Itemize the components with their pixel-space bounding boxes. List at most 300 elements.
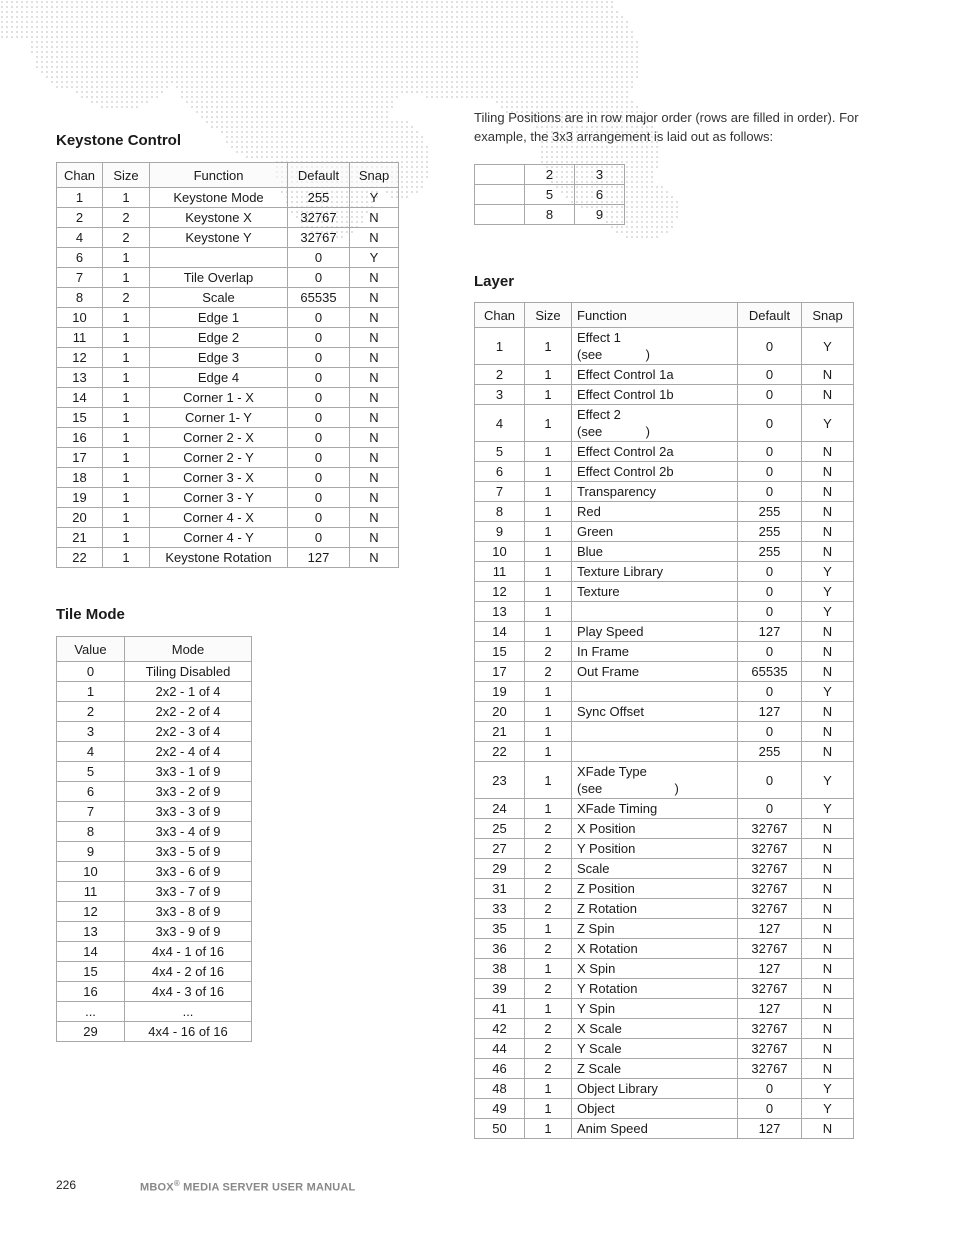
- table-cell: Effect Control 1a: [572, 365, 738, 385]
- table-cell: [475, 165, 525, 185]
- table-cell: 0: [288, 268, 350, 288]
- column-header: Size: [103, 163, 150, 188]
- table-row: [57, 682, 252, 702]
- table-cell: 1: [103, 508, 150, 528]
- table-row: [57, 228, 399, 248]
- table-cell: Scale: [572, 859, 738, 879]
- table-row: [475, 522, 854, 542]
- table-cell: 32767: [738, 899, 802, 919]
- table-row: [475, 979, 854, 999]
- table-cell: 4: [57, 228, 103, 248]
- table-cell: 39: [475, 979, 525, 999]
- table-cell: 4: [57, 742, 125, 762]
- table-cell: 20: [57, 508, 103, 528]
- layer-title: Layer: [474, 273, 515, 290]
- table-cell: 1: [525, 542, 572, 562]
- table-cell: N: [802, 502, 854, 522]
- table-cell: N: [350, 208, 399, 228]
- column-header: Default: [288, 163, 350, 188]
- table-cell: N: [350, 488, 399, 508]
- table-row: [475, 442, 854, 462]
- table-row: [475, 562, 854, 582]
- table-cell: Corner 4 - Y: [150, 528, 288, 548]
- table-cell: N: [350, 328, 399, 348]
- table-cell: N: [350, 548, 399, 568]
- table-cell: 1: [525, 999, 572, 1019]
- table-cell: Z Position: [572, 879, 738, 899]
- table-cell: Edge 3: [150, 348, 288, 368]
- table-cell: [475, 185, 525, 205]
- table-cell: 20: [475, 702, 525, 722]
- table-cell: 1: [525, 562, 572, 582]
- table-cell: N: [802, 939, 854, 959]
- table-cell: 1: [525, 622, 572, 642]
- table-cell: 3x3 - 1 of 9: [125, 762, 252, 782]
- tiling-positions-text: Tiling Positions are in row major order (rows are filled in order). For example, the 3x3 arrangement is laid out as follows:: [474, 110, 859, 144]
- table-cell: 1: [525, 1079, 572, 1099]
- table-row: [475, 859, 854, 879]
- table-cell: Keystone Mode: [150, 188, 288, 208]
- table-cell: 5: [57, 762, 125, 782]
- table-row: [475, 939, 854, 959]
- table-cell: 36: [475, 939, 525, 959]
- table-cell: 2x2 - 3 of 4: [125, 722, 252, 742]
- table-cell: 1: [103, 548, 150, 568]
- table-cell: 1: [475, 328, 525, 365]
- table-cell: 2x2 - 4 of 4: [125, 742, 252, 762]
- table-row: [57, 922, 252, 942]
- table-cell: Corner 2 - Y: [150, 448, 288, 468]
- table-cell: 255: [738, 542, 802, 562]
- table-row: [475, 502, 854, 522]
- table-cell: 32767: [738, 859, 802, 879]
- table-header-row: [57, 163, 399, 188]
- table-row: [475, 799, 854, 819]
- table-cell: N: [802, 879, 854, 899]
- table-row: [57, 328, 399, 348]
- table-cell: 1: [525, 482, 572, 502]
- table-cell: 1: [525, 1119, 572, 1139]
- table-cell: 3x3 - 5 of 9: [125, 842, 252, 862]
- table-row: [57, 862, 252, 882]
- table-cell: 1: [525, 799, 572, 819]
- table-cell: 32767: [288, 228, 350, 248]
- table-cell: Effect 2 (see ): [572, 405, 738, 442]
- table-cell: 4x4 - 3 of 16: [125, 982, 252, 1002]
- table-cell: N: [802, 542, 854, 562]
- table-cell: N: [802, 979, 854, 999]
- table-cell: Texture: [572, 582, 738, 602]
- table-cell: 33: [475, 899, 525, 919]
- table-cell: 44: [475, 1039, 525, 1059]
- table-cell: 255: [738, 522, 802, 542]
- table-cell: Y: [802, 799, 854, 819]
- table-cell: 255: [288, 188, 350, 208]
- manual-title-rest: MEDIA SERVER USER MANUAL: [179, 1181, 356, 1194]
- table-cell: 1: [525, 742, 572, 762]
- table-cell: Corner 3 - Y: [150, 488, 288, 508]
- table-cell: N: [802, 442, 854, 462]
- table-cell: 32767: [738, 1039, 802, 1059]
- table-cell: 2: [525, 819, 572, 839]
- table-cell: N: [802, 1039, 854, 1059]
- table-row: [475, 999, 854, 1019]
- table-row: [475, 762, 854, 799]
- table-cell: 1: [525, 385, 572, 405]
- table-cell: N: [802, 999, 854, 1019]
- table-cell: 32767: [738, 819, 802, 839]
- table-row: [57, 368, 399, 388]
- table-cell: Corner 3 - X: [150, 468, 288, 488]
- table-cell: Y: [350, 248, 399, 268]
- table-cell: 3: [575, 165, 625, 185]
- table-cell: 8: [57, 822, 125, 842]
- table-row: [475, 682, 854, 702]
- table-cell: Y: [802, 602, 854, 622]
- table-cell: 0: [288, 348, 350, 368]
- table-cell: 2: [525, 899, 572, 919]
- table-cell: Corner 2 - X: [150, 428, 288, 448]
- table-row: [475, 542, 854, 562]
- table-cell: 1: [57, 682, 125, 702]
- table-cell: 10: [57, 862, 125, 882]
- table-header-row: [57, 637, 252, 662]
- table-row: [57, 842, 252, 862]
- table-cell: 21: [475, 722, 525, 742]
- table-row: [57, 802, 252, 822]
- table-cell: 0: [57, 662, 125, 682]
- table-cell: 127: [738, 959, 802, 979]
- table-row: [475, 722, 854, 742]
- table-cell: 4: [475, 405, 525, 442]
- table-row: [475, 482, 854, 502]
- table-row: [475, 662, 854, 682]
- table-cell: 2: [525, 979, 572, 999]
- table-row: [57, 528, 399, 548]
- table-cell: 2: [525, 839, 572, 859]
- table-cell: 0: [738, 482, 802, 502]
- keystone-control-title: Keystone Control: [56, 132, 182, 149]
- page-number: 226: [56, 1178, 77, 1192]
- table-cell: 13: [57, 368, 103, 388]
- table-cell: 23: [475, 762, 525, 799]
- table-cell: Effect Control 2a: [572, 442, 738, 462]
- table-cell: N: [350, 268, 399, 288]
- table-cell: X Spin: [572, 959, 738, 979]
- table-cell: Y Scale: [572, 1039, 738, 1059]
- table-cell: Edge 2: [150, 328, 288, 348]
- table-cell: 0: [288, 468, 350, 488]
- table-cell: N: [350, 408, 399, 428]
- table-row: [57, 702, 252, 722]
- table-cell: 1: [525, 682, 572, 702]
- table-row: [57, 448, 399, 468]
- table-row: [57, 508, 399, 528]
- table-cell: 19: [475, 682, 525, 702]
- table-row: [475, 582, 854, 602]
- table-cell: Anim Speed: [572, 1119, 738, 1139]
- table-cell: Transparency: [572, 482, 738, 502]
- table-cell: 1: [525, 502, 572, 522]
- table-row: [57, 208, 399, 228]
- table-cell: 0: [738, 365, 802, 385]
- table-row: [475, 385, 854, 405]
- layer-table: [474, 302, 854, 1139]
- table-cell: 1: [103, 448, 150, 468]
- table-cell: 1: [525, 722, 572, 742]
- table-cell: 3x3 - 6 of 9: [125, 862, 252, 882]
- table-cell: 8: [525, 205, 575, 225]
- column-header: Value: [57, 637, 125, 662]
- table-cell: 0: [288, 328, 350, 348]
- table-cell: 0: [288, 408, 350, 428]
- table-cell: Keystone Rotation: [150, 548, 288, 568]
- table-cell: N: [802, 662, 854, 682]
- table-row: [475, 328, 854, 365]
- keystone-control-table: [56, 162, 399, 568]
- table-cell: 9: [475, 522, 525, 542]
- table-row: [57, 468, 399, 488]
- table-cell: 13: [475, 602, 525, 622]
- table-cell: 0: [738, 1079, 802, 1099]
- table-cell: 32767: [738, 879, 802, 899]
- table-cell: 3x3 - 3 of 9: [125, 802, 252, 822]
- table-cell: [572, 722, 738, 742]
- table-row: [475, 462, 854, 482]
- table-cell: [150, 248, 288, 268]
- table-cell: 17: [57, 448, 103, 468]
- table-cell: Tiling Disabled: [125, 662, 252, 682]
- table-cell: Y: [802, 562, 854, 582]
- table-row: [57, 308, 399, 328]
- table-cell: 0: [288, 488, 350, 508]
- table-cell: N: [350, 308, 399, 328]
- table-cell: 22: [57, 548, 103, 568]
- table-cell: 2: [525, 1019, 572, 1039]
- table-cell: 14: [475, 622, 525, 642]
- table-row: [475, 879, 854, 899]
- table-cell: 0: [738, 799, 802, 819]
- table-cell: 1: [103, 428, 150, 448]
- table-cell: 32767: [738, 1059, 802, 1079]
- table-cell: 1: [525, 762, 572, 799]
- table-row: [475, 1119, 854, 1139]
- column-header: Mode: [125, 637, 252, 662]
- table-cell: N: [350, 448, 399, 468]
- table-cell: N: [350, 368, 399, 388]
- table-cell: [572, 602, 738, 622]
- table-cell: 1: [103, 488, 150, 508]
- table-row: [57, 882, 252, 902]
- table-cell: 4x4 - 1 of 16: [125, 942, 252, 962]
- table-cell: 15: [57, 962, 125, 982]
- table-row: [57, 982, 252, 1002]
- table-cell: Y: [802, 682, 854, 702]
- table-row: [57, 288, 399, 308]
- table-cell: 19: [57, 488, 103, 508]
- table-cell: 22: [475, 742, 525, 762]
- table-cell: 2: [525, 1059, 572, 1079]
- table-cell: 0: [738, 462, 802, 482]
- table-cell: Scale: [150, 288, 288, 308]
- table-cell: 1: [525, 919, 572, 939]
- table-row: [475, 1059, 854, 1079]
- table-cell: 6: [575, 185, 625, 205]
- table-cell: 3x3 - 7 of 9: [125, 882, 252, 902]
- table-cell: 4x4 - 2 of 16: [125, 962, 252, 982]
- table-cell: 2: [103, 288, 150, 308]
- table-cell: 6: [475, 462, 525, 482]
- table-cell: 21: [57, 528, 103, 548]
- table-row: [475, 839, 854, 859]
- table-cell: 2: [57, 208, 103, 228]
- table-cell: 6: [57, 782, 125, 802]
- table-cell: 127: [738, 622, 802, 642]
- tile-mode-table: [56, 636, 252, 1042]
- table-cell: 0: [288, 368, 350, 388]
- table-cell: 0: [738, 722, 802, 742]
- table-cell: 0: [738, 602, 802, 622]
- table-cell: Corner 1 - X: [150, 388, 288, 408]
- table-cell: 1: [525, 959, 572, 979]
- table-cell: 32767: [738, 1019, 802, 1039]
- table-row: [475, 405, 854, 442]
- column-header: Snap: [350, 163, 399, 188]
- column-header: Snap: [802, 303, 854, 328]
- table-cell: 12: [57, 902, 125, 922]
- table-cell: 35: [475, 919, 525, 939]
- table-cell: 0: [738, 1099, 802, 1119]
- table-cell: 15: [475, 642, 525, 662]
- table-cell: 29: [57, 1022, 125, 1042]
- table-row: [57, 662, 252, 682]
- table-row: [475, 1019, 854, 1039]
- table-cell: N: [802, 522, 854, 542]
- table-cell: 2: [525, 1039, 572, 1059]
- table-cell: N: [350, 388, 399, 408]
- table-cell: 7: [475, 482, 525, 502]
- table-cell: 32767: [738, 839, 802, 859]
- table-cell: 0: [738, 682, 802, 702]
- table-row: [57, 762, 252, 782]
- table-row: [57, 428, 399, 448]
- table-cell: 2x2 - 2 of 4: [125, 702, 252, 722]
- table-cell: 65535: [288, 288, 350, 308]
- table-cell: 0: [288, 308, 350, 328]
- table-cell: 1: [525, 522, 572, 542]
- table-cell: [475, 205, 525, 225]
- table-row: [475, 702, 854, 722]
- table-cell: Y: [802, 405, 854, 442]
- table-cell: 0: [738, 562, 802, 582]
- table-cell: 2x2 - 1 of 4: [125, 682, 252, 702]
- table-cell: 0: [288, 508, 350, 528]
- table-row: [57, 962, 252, 982]
- table-cell: N: [350, 528, 399, 548]
- tile-mode-title: Tile Mode: [56, 606, 125, 623]
- table-cell: N: [350, 508, 399, 528]
- table-row: [475, 622, 854, 642]
- table-cell: N: [802, 919, 854, 939]
- table-cell: Blue: [572, 542, 738, 562]
- manual-title: [140, 1179, 355, 1194]
- column-header: Chan: [57, 163, 103, 188]
- table-cell: 14: [57, 388, 103, 408]
- table-row: [475, 365, 854, 385]
- table-row: [57, 548, 399, 568]
- table-cell: 3x3 - 9 of 9: [125, 922, 252, 942]
- table-cell: 1: [103, 248, 150, 268]
- table-row: [475, 742, 854, 762]
- table-cell: N: [802, 482, 854, 502]
- table-cell: 1: [103, 308, 150, 328]
- table-cell: Green: [572, 522, 738, 542]
- table-cell: 29: [475, 859, 525, 879]
- table-cell: 127: [738, 999, 802, 1019]
- table-cell: 11: [57, 328, 103, 348]
- table-cell: 1: [103, 388, 150, 408]
- table-cell: N: [802, 702, 854, 722]
- table-cell: 127: [738, 702, 802, 722]
- table-cell: 1: [525, 1099, 572, 1119]
- table-cell: N: [802, 622, 854, 642]
- table-cell: 0: [288, 528, 350, 548]
- table-cell: 46: [475, 1059, 525, 1079]
- table-cell: Y Position: [572, 839, 738, 859]
- table-cell: N: [350, 288, 399, 308]
- table-cell: 5: [525, 185, 575, 205]
- table-cell: 255: [738, 502, 802, 522]
- table-cell: 0: [288, 248, 350, 268]
- table-row: [57, 942, 252, 962]
- table-cell: Y: [350, 188, 399, 208]
- table-cell: 2: [525, 662, 572, 682]
- table-cell: 2: [103, 208, 150, 228]
- table-cell: 11: [475, 562, 525, 582]
- table-cell: 12: [57, 348, 103, 368]
- table-cell: 32767: [288, 208, 350, 228]
- table-cell: 13: [57, 922, 125, 942]
- table-cell: X Scale: [572, 1019, 738, 1039]
- table-cell: 7: [57, 268, 103, 288]
- registered-mark: ®: [173, 1179, 180, 1188]
- table-row: [475, 1039, 854, 1059]
- table-row: [57, 902, 252, 922]
- table-row: [475, 1099, 854, 1119]
- table-cell: 127: [288, 548, 350, 568]
- table-cell: 2: [525, 642, 572, 662]
- table-cell: Texture Library: [572, 562, 738, 582]
- table-cell: 5: [475, 442, 525, 462]
- table-cell: 16: [57, 982, 125, 1002]
- table-cell: XFade Type (see ): [572, 762, 738, 799]
- table-cell: 1: [103, 368, 150, 388]
- table-cell: Out Frame: [572, 662, 738, 682]
- table-cell: 0: [288, 448, 350, 468]
- table-cell: N: [350, 348, 399, 368]
- table-row: [475, 165, 625, 185]
- table-cell: 42: [475, 1019, 525, 1039]
- table-cell: 1: [103, 408, 150, 428]
- table-cell: Y: [802, 1099, 854, 1119]
- table-cell: 255: [738, 742, 802, 762]
- table-cell: 1: [525, 365, 572, 385]
- table-row: [57, 348, 399, 368]
- table-row: [475, 205, 625, 225]
- table-cell: 7: [57, 802, 125, 822]
- table-cell: 1: [103, 188, 150, 208]
- table-row: [57, 268, 399, 288]
